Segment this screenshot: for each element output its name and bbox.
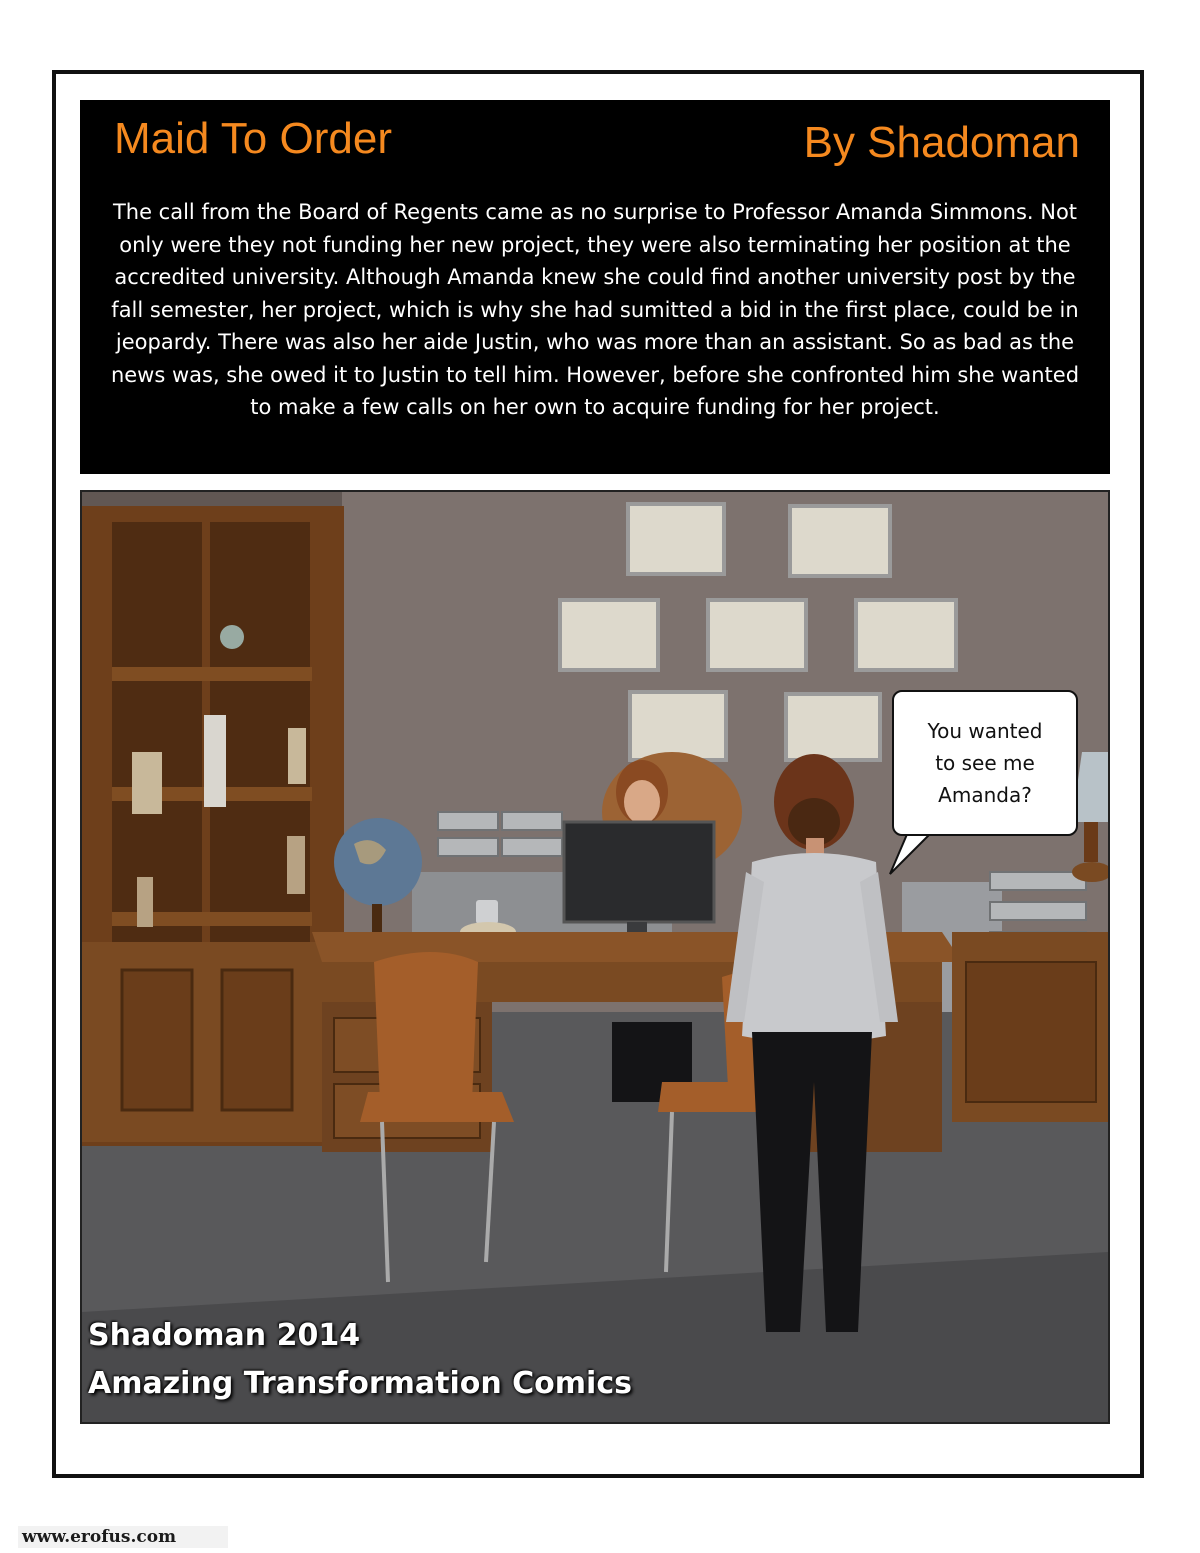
speech-bubble-tail bbox=[886, 830, 946, 880]
office-scene-illustration bbox=[82, 492, 1108, 1422]
comic-author: By Shadoman bbox=[803, 118, 1080, 167]
narration-text: The call from the Board of Regents came as no surprise to Professor Amanda Simmons. Not only were they not funding her new project, they were also terminating her position at the accredited university. Although Amanda knew she could find another university post by the fall semester, her project, which is why she had sumitted a bid in the first place, could be in jeopardy. There was also her aide Justin, who was more than an assistant. So as bad as the news was, she owed it to Justin to tell him. However, before she confronted him she wanted to make a few calls on her own to acquire funding for her project. bbox=[110, 200, 1080, 419]
site-watermark: www.erofus.com bbox=[18, 1526, 228, 1548]
speech-bubble bbox=[892, 690, 1078, 836]
comic-panel-office-scene bbox=[80, 490, 1110, 1424]
copyright-credit: Shadoman 2014 bbox=[88, 1318, 361, 1353]
wooden-bookcase bbox=[82, 506, 344, 1146]
speech-bubble-text: You wanted to see me Amanda? bbox=[927, 719, 1043, 807]
title-panel bbox=[80, 100, 1110, 474]
comic-title: Maid To Order bbox=[114, 114, 392, 163]
publisher-credit: Amazing Transformation Comics bbox=[88, 1366, 632, 1401]
